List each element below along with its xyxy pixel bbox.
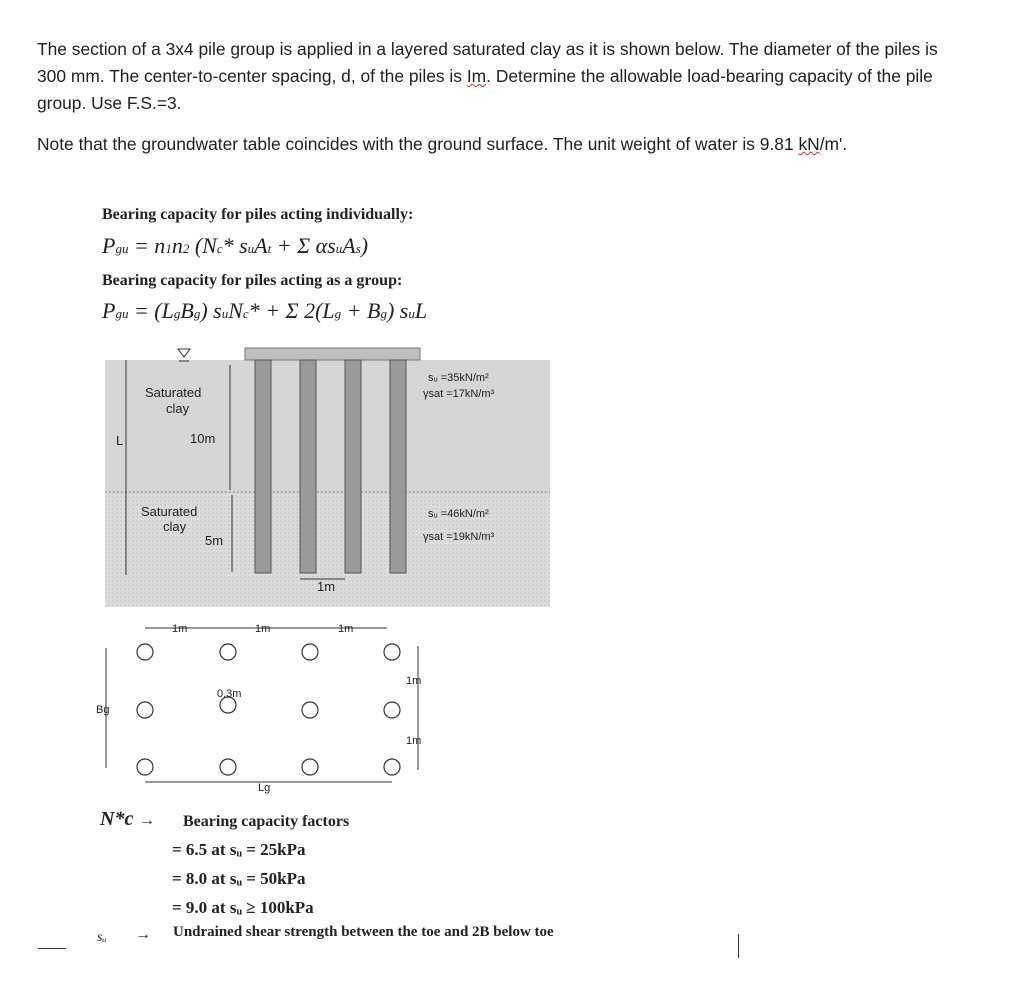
factors-title: Bearing capacity factors <box>183 813 350 830</box>
pile-plan-grid <box>137 644 400 775</box>
lg-label: Lg <box>258 782 271 794</box>
layer1-thickness: 10m <box>190 431 216 446</box>
p1-text-b: . Determine the allowable load-bearing capacity of the pile group. Use F.S.=3. <box>37 66 933 113</box>
pile-2 <box>300 360 316 573</box>
bottom-spacing-label: 1m <box>317 579 336 594</box>
layer2-su: sᵤ =46kN/m² <box>428 508 489 520</box>
layer1-gamma: γsat =17kN/m³ <box>423 388 495 400</box>
su-symbol: sᵤ <box>97 930 107 945</box>
underline-marker <box>38 948 66 949</box>
text-cursor <box>738 934 739 958</box>
pile-3 <box>345 360 361 573</box>
plan-pile-r1c2 <box>220 644 236 660</box>
pile-1 <box>255 360 271 573</box>
layer1-su: sᵤ =35kN/m² <box>428 372 489 384</box>
group-capacity-heading: Bearing capacity for piles acting as a group: <box>102 272 403 289</box>
plan-pile-r2c3 <box>302 702 318 718</box>
plan-vspacing-2: 1m <box>406 735 422 747</box>
pile-cap <box>245 348 420 360</box>
factor-line-2: = 8.0 at sᵤ = 50kPa <box>172 869 306 888</box>
plan-pile-r1c1 <box>137 644 153 660</box>
layer2-thickness: 5m <box>205 533 224 548</box>
plan-pile-r3c4 <box>384 759 400 775</box>
pile-4 <box>390 360 406 573</box>
plan-pile-r3c3 <box>302 759 318 775</box>
p2-text-a: Note that the groundwater table coincides with the ground surface. The unit weight of water is 9.81 <box>37 134 799 154</box>
su-arrow: → <box>135 926 151 943</box>
p2-text-b: /m'. <box>819 134 848 154</box>
layer1-name-line2: clay <box>166 401 190 416</box>
factor-line-1: = 6.5 at sᵤ = 25kPa <box>172 840 306 859</box>
su-description: Undrained shear strength between the toe and 2B below toe <box>173 924 554 940</box>
plan-pile-r1c3 <box>302 644 318 660</box>
layer2-name-line1: Saturated <box>141 504 198 519</box>
water-table-icon <box>178 349 190 357</box>
nc-arrow: → <box>139 812 155 829</box>
individual-capacity-heading: Bearing capacity for piles acting individually: <box>102 206 414 223</box>
p2-unit: kN <box>798 134 820 154</box>
factor-line-3: = 9.0 at sᵤ ≥ 100kPa <box>172 898 314 917</box>
plan-vspacing-1: 1m <box>406 675 422 687</box>
length-label: L <box>116 433 124 448</box>
plan-pile-r3c1 <box>137 759 153 775</box>
plan-spacing-2: 1m <box>255 623 271 635</box>
plan-spacing-1: 1m <box>172 623 188 635</box>
layer2-name-line2: clay <box>163 519 187 534</box>
plan-pile-r3c2 <box>220 759 236 775</box>
plan-spacing-3: 1m <box>338 623 354 635</box>
p1-text-a: The section of a 3x4 pile group is applied in a layered saturated clay as it is shown below. The diameter of the piles is 300 mm. The center-to-center spacing, d, of the piles is <box>37 39 938 86</box>
bg-label: Bg <box>96 704 110 716</box>
plan-pile-r2c4 <box>384 702 400 718</box>
individual-equation-render: Pgu = n1n2 (Nc* suAt + Σ αsuAs) <box>102 233 369 258</box>
plan-pile-r1c4 <box>384 644 400 660</box>
plan-pile-r2c1 <box>137 702 153 718</box>
p1-spacing-value: Im <box>466 66 487 86</box>
group-equation-render: Pgu = (LgBg) suNc* + Σ 2(Lg + Bg) suL <box>102 298 428 323</box>
layer2-gamma: γsat =19kN/m³ <box>423 531 495 543</box>
nc-symbol: N*c <box>100 808 134 830</box>
diameter-label: 0.3m <box>217 688 242 700</box>
layer1-name-line1: Saturated <box>145 385 202 400</box>
